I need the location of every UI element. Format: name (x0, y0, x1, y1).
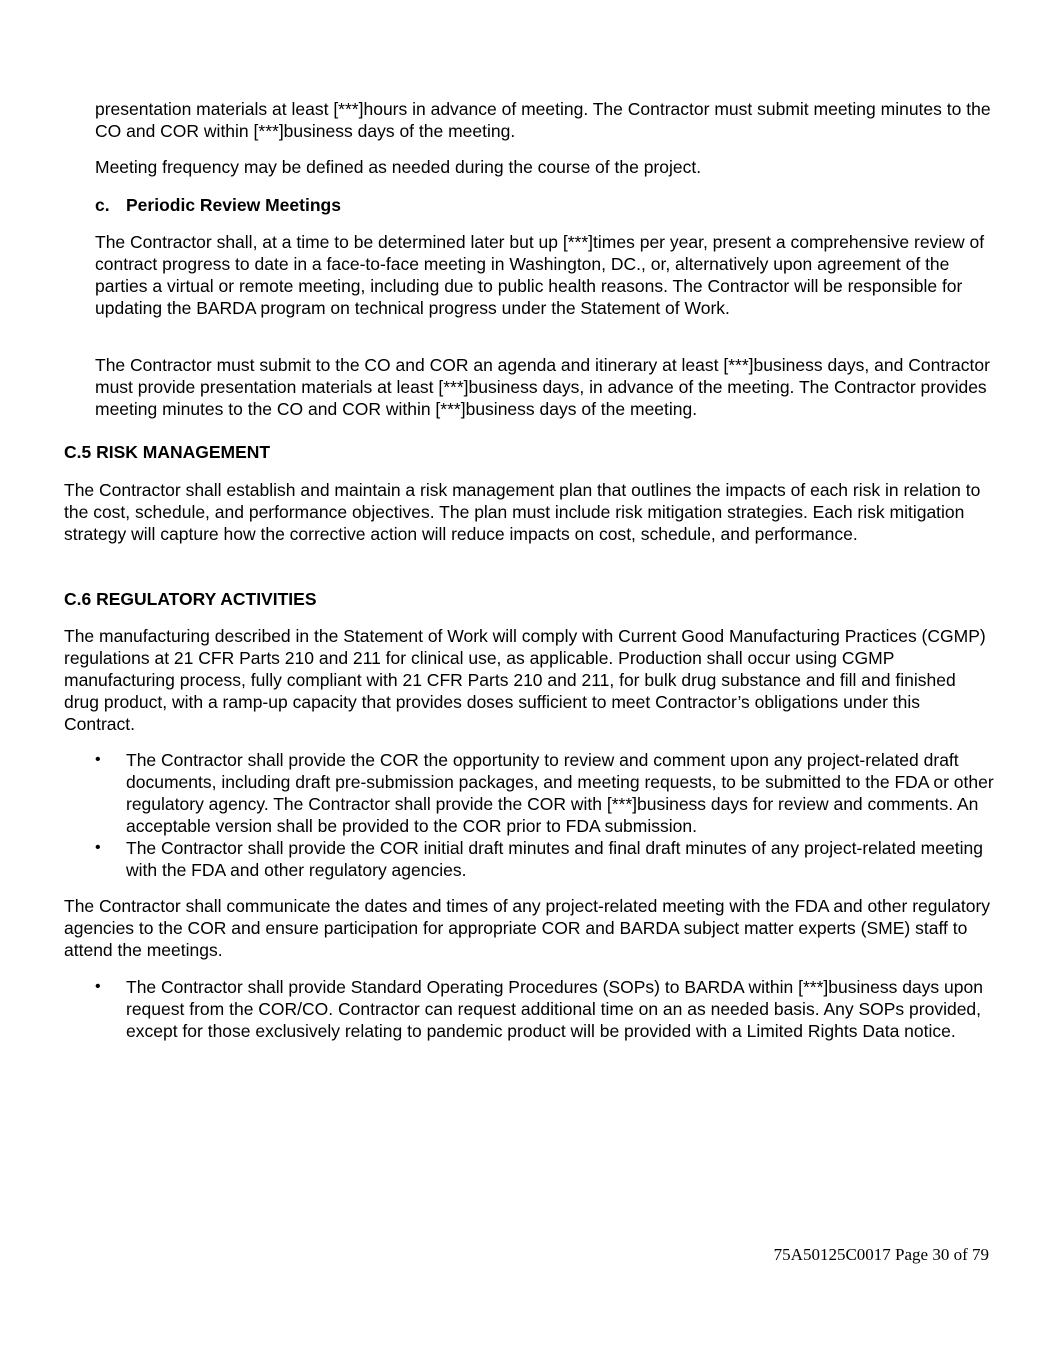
list-item-text: The Contractor shall provide the COR the opportunity to review and comment upon any project-related draft documents, including draft pre-submission packages, and meeting requests, to be submitted to the FDA or other regulatory agency. The Contractor shall provide the COR with [***]business days for review and comments. An acceptable version shall be provided to the COR prior to FDA submission. (126, 750, 994, 836)
paragraph-agenda-itinerary: The Contractor must submit to the CO and COR an agenda and itinerary at least [***]business days, and Contractor must provide presentation materials at least [***]business days, in advance of the meeting. The Contractor provides meeting minutes to the CO and COR within [***]business days of the meeting. (95, 355, 990, 419)
section-heading-risk-management: C.5 RISK MANAGEMENT (64, 442, 271, 462)
paragraph-cgmp-manufacturing: The manufacturing described in the Statement of Work will comply with Current Good Manufacturing Practices (CGMP) regulations at 21 CFR Parts 210 and 211 for clinical use, as applicable. Production shall occur using CGMP manufacturing process, fully compliant with 21 CFR Parts 210 and 211, for bulk drug substance and fill and finished drug product, with a ramp-up capacity that provides doses sufficient to meet Contractor’s obligations under this Contract. (64, 626, 986, 734)
bullet-marker: • (95, 751, 101, 768)
paragraph-periodic-review: The Contractor shall, at a time to be determined later but up [***]times per year, present a comprehensive review of contract progress to date in a face-to-face meeting in Washington, DC., or, alternatively upon agreement of the parties a virtual or remote meeting, including due to public health reasons. The Contractor will be responsible for updating the BARDA program on technical progress under the Statement of Work. (95, 232, 985, 318)
bullet-marker: • (95, 839, 101, 856)
page-footer: 75A50125C0017 Page 30 of 79 (773, 1245, 989, 1264)
paragraph-meeting-minutes: presentation materials at least [***]hours in advance of meeting. The Contractor must submit meeting minutes to the CO and COR within [***]business days of the meeting. (95, 99, 991, 141)
subheading-title: Periodic Review Meetings (126, 195, 341, 215)
paragraph-meeting-frequency: Meeting frequency may be defined as needed during the course of the project. (95, 157, 702, 177)
section-heading-regulatory-activities: C.6 REGULATORY ACTIVITIES (64, 589, 317, 609)
subheading-label: c. (95, 195, 110, 215)
paragraph-communicate-meetings: The Contractor shall communicate the dates and times of any project-related meeting with the FDA and other regulatory agencies to the COR and ensure participation for appropriate COR and BARDA subject matter experts (SME) staff to attend the meetings. (64, 896, 991, 960)
list-item-text: The Contractor shall provide the COR initial draft minutes and final draft minutes of any project-related meeting with the FDA and other regulatory agencies. (126, 838, 983, 880)
bullet-marker: • (95, 978, 101, 995)
subheading-periodic-review (95, 194, 995, 216)
paragraph-risk-management: The Contractor shall establish and maintain a risk management plan that outlines the impacts of each risk in relation to the cost, schedule, and performance objectives. The plan must include risk mitigation strategies. Each risk mitigation strategy will capture how the corrective action will reduce impacts on cost, schedule, and performance. (64, 480, 981, 544)
list-item-text: The Contractor shall provide Standard Operating Procedures (SOPs) to BARDA within [***]business days upon request from the COR/CO. Contractor can request additional time on an as needed basis. Any SOPs provided, except for those exclusively relating to pandemic product will be provided with a Limited Rights Data notice. (126, 977, 983, 1041)
